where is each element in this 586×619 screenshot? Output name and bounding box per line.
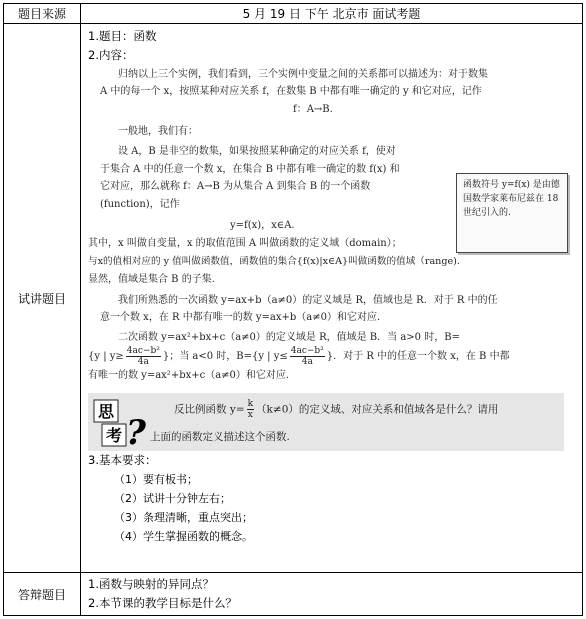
think-line-2: 上面的函数定义描述这个函数. <box>150 431 290 443</box>
source-value: 5 月 19 日 下午 北京市 面试考题 <box>81 4 583 24</box>
think-logo-char-2: 考 <box>105 426 123 445</box>
requirements-label: 3.基本要求： <box>88 453 157 467</box>
book-p1-line3: f：A→B. <box>293 104 333 115</box>
book-p4-line3: 显然，值域是集合 B 的子集. <box>88 274 215 285</box>
book-p6-fraction-1 <box>126 346 161 367</box>
book-p3-line4: (function)，记作 <box>100 199 180 210</box>
book-p3-line3: 它对应，那么就称 f：A→B 为从集合 A 到集合 B 的一个函数 <box>100 181 371 192</box>
requirement-item: （3）条理清晰，重点突出； <box>114 511 253 524</box>
book-p6-fraction-2 <box>290 346 325 367</box>
trial-content-cell <box>81 24 583 573</box>
book-p6-line2 <box>88 346 510 368</box>
defense-row <box>4 573 583 616</box>
book-p3-line1: 设 A，B 是非空的数集，如果按照某种确定的对应关系 f，使对 <box>118 146 396 157</box>
book-p1-line2: A 中的每一个 x，按照某种对应关系 f，在数集 B 中都有唯一确定的 y 和它对应，记作 <box>100 86 482 97</box>
book-p6-set-end: }．对于 R 中的任意一个数 x，在 B 中都 <box>326 351 510 362</box>
requirement-item: （4）学生掌握函数的概念。 <box>114 530 253 543</box>
margin-note-box: 函数符号 y=f(x) 是由德国数学家莱布尼兹在 18 世纪引入的. <box>456 173 568 253</box>
book-p6-line3: 有唯一的数 y=ax²+bx+c（a≠0）和它对应. <box>88 370 290 381</box>
requirement-item: （2）试讲十分钟左右； <box>114 492 231 505</box>
book-p6-line1: 二次函数 y=ax²+bx+c（a≠0）的定义域是 R，值域是 B．当 a>0 时，B= <box>118 332 460 343</box>
source-label: 题目来源 <box>4 4 81 24</box>
fraction-numerator: 4ac−b² <box>126 346 160 356</box>
think-line-1-end: （k≠0）的定义域、对应关系和值域各是什么？请用 <box>256 403 499 416</box>
fraction-denominator: 4a <box>137 357 149 367</box>
book-p1-line1: 归纳以上三个实例，我们看到，三个实例中变量之间的关系都可以描述为：对于数集 <box>118 69 488 80</box>
think-box <box>88 393 564 451</box>
think-question-mark: ? <box>126 413 146 453</box>
book-p2: 一般地，我们有： <box>118 126 198 137</box>
think-logo-char-1: 思 <box>97 402 115 421</box>
book-p6-set-mid: }；当 a<0 时，B={y | y≤ <box>162 351 288 362</box>
book-p5-line1: 我们所熟悉的一次函数 y=ax+b（a≠0）的定义域是 R，值域也是 R．对于 R 中的任 <box>118 295 498 306</box>
topic-title: 1.题目：函数 <box>88 29 157 43</box>
book-p4-line2: 与x的值相对应的 y 值叫做函数值，函数值的集合{f(x)|x∈A}叫做函数的值域（range). <box>88 256 460 267</box>
think-logo-icon <box>92 394 148 454</box>
fraction-denominator: 4a <box>301 357 313 367</box>
trial-row-label: 试讲题目 <box>4 24 81 573</box>
trial-row <box>4 24 583 573</box>
fraction-numerator: 4ac−b² <box>290 346 324 356</box>
fraction-denominator: x <box>247 410 253 420</box>
defense-row-label: 答辩题目 <box>4 573 81 616</box>
header-row <box>4 4 583 24</box>
requirement-item: （1）要有板书； <box>114 473 198 486</box>
book-formula: y=f(x)，x∈A. <box>230 220 295 231</box>
book-p3-line2: 于集合 A 中的任意一个数 x，在集合 B 中都有唯一确定的数 f(x) 和 <box>100 164 400 175</box>
think-line-1-start: 反比例函数 y= <box>174 403 245 416</box>
defense-content-cell <box>81 573 583 616</box>
fraction-numerator: k <box>247 399 254 409</box>
book-p5-line2: 意一个数 x，在 R 中都有唯一的数 y=ax+b（a≠0）和它对应. <box>100 312 381 323</box>
think-line-1 <box>174 399 498 420</box>
exam-sheet-table <box>3 3 583 616</box>
defense-question-2: 2.本节课的教学目标是什么？ <box>88 596 237 610</box>
book-p4-line1: 其中，x 叫做自变量，x 的取值范围 A 叫做函数的定义域（domain）； <box>88 238 402 249</box>
think-fraction <box>247 399 254 420</box>
defense-question-1: 1.函数与映射的异同点？ <box>88 577 214 591</box>
content-label: 2.内容： <box>88 48 134 62</box>
book-p6-set-start: {y | y≥ <box>88 351 124 362</box>
textbook-excerpt-image <box>88 67 578 451</box>
